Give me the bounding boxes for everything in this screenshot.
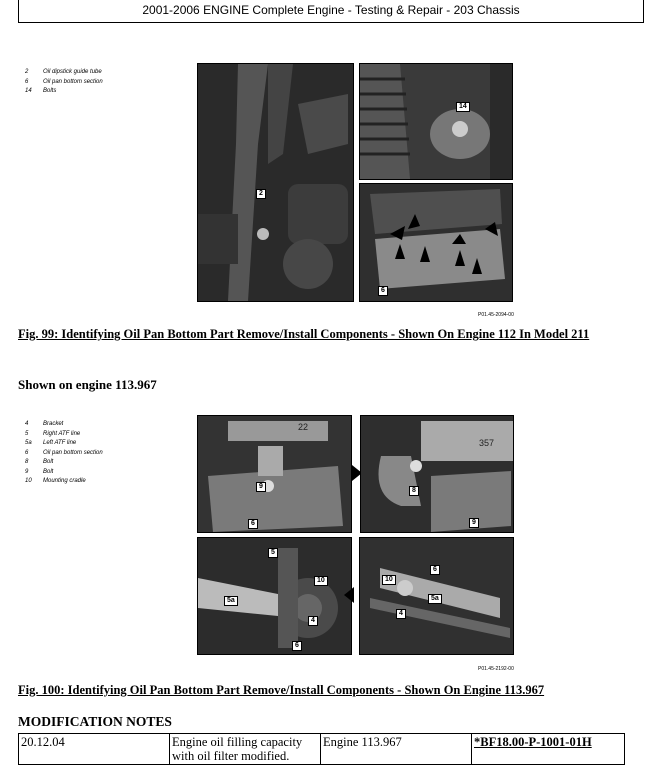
- figure-99-legend: [25, 68, 103, 97]
- figure-99-photo-bolts: [359, 63, 513, 180]
- reference-cell[interactable]: [472, 734, 625, 765]
- legend-item: 14 Bolts: [25, 88, 57, 94]
- legend-item: 2 Oil dipstick guide tube: [25, 69, 102, 75]
- photo-marking: 22: [298, 422, 309, 432]
- legend-item: 6 Oil pan bottom section: [25, 78, 103, 85]
- step-arrow-left-icon: [344, 587, 354, 603]
- legend-item: 10 Mounting cradle: [25, 478, 86, 484]
- callout-label: 10: [382, 575, 396, 585]
- callout-label: 6: [292, 641, 302, 651]
- legend-item: 8 Bolt: [25, 459, 54, 465]
- callout-label: 14: [456, 102, 470, 112]
- legend-item: 6 Oil pan bottom section: [25, 449, 103, 456]
- modification-notes-table: [18, 733, 625, 765]
- legend-item: 5a Left ATF line: [25, 440, 77, 446]
- callout-label: 6: [378, 286, 388, 296]
- legend-item: 4 Bracket: [25, 421, 64, 427]
- photo-marking: 357: [479, 438, 495, 448]
- section-subheading: Shown on engine 113.967: [18, 377, 157, 392]
- callout-label: 5a: [428, 594, 442, 604]
- callout-label: 5: [268, 548, 278, 558]
- description-cell: Engine oil filling capacity with oil filter modified.: [170, 734, 321, 765]
- table-row: [19, 734, 625, 765]
- page-header: [18, 0, 644, 23]
- reference-link[interactable]: *BF18.00-P-1001-01H: [474, 735, 592, 749]
- figure-100-caption: Fig. 100: Identifying Oil Pan Bottom Part Remove/Install Components - Shown On Engine 113.967: [18, 683, 545, 697]
- callout-label: 4: [308, 616, 318, 626]
- modification-notes-title: MODIFICATION NOTES: [18, 714, 172, 729]
- callout-label: 6: [430, 565, 440, 575]
- callout-label: 2: [256, 189, 266, 199]
- legend-item: 9 Bolt: [25, 468, 54, 475]
- callout-label: 10: [314, 576, 328, 586]
- legend-item: 5 Right ATF line: [25, 430, 81, 437]
- figure-100-photo-4: [359, 537, 514, 655]
- figure-100-photo-3: [197, 537, 352, 655]
- callout-label: 4: [396, 609, 406, 619]
- callout-label: 6: [248, 519, 258, 529]
- figure-99-caption: Fig. 99: Identifying Oil Pan Bottom Part Remove/Install Components - Shown On Engine 112 In Model 211: [18, 327, 590, 341]
- callout-label: 9: [469, 518, 479, 528]
- figure-99-code: P01.45-2094-00: [478, 312, 514, 318]
- figure-100-photo-2: [360, 415, 514, 533]
- date-cell: 20.12.04: [19, 734, 170, 765]
- figure-100-photo-1: [197, 415, 352, 533]
- engine-cell: Engine 113.967: [321, 734, 472, 765]
- figure-99-photo-oil-pan: [359, 183, 513, 302]
- page-title: 2001-2006 ENGINE Complete Engine - Testing & Repair - 203 Chassis: [142, 3, 520, 17]
- callout-label: 8: [409, 486, 419, 496]
- callout-label: 5a: [224, 596, 238, 606]
- figure-99-photo-dipstick: [197, 63, 354, 302]
- callout-label: 9: [256, 482, 266, 492]
- figure-100-code: P01.45-2192-00: [478, 666, 514, 672]
- figure-100-legend: [25, 420, 103, 487]
